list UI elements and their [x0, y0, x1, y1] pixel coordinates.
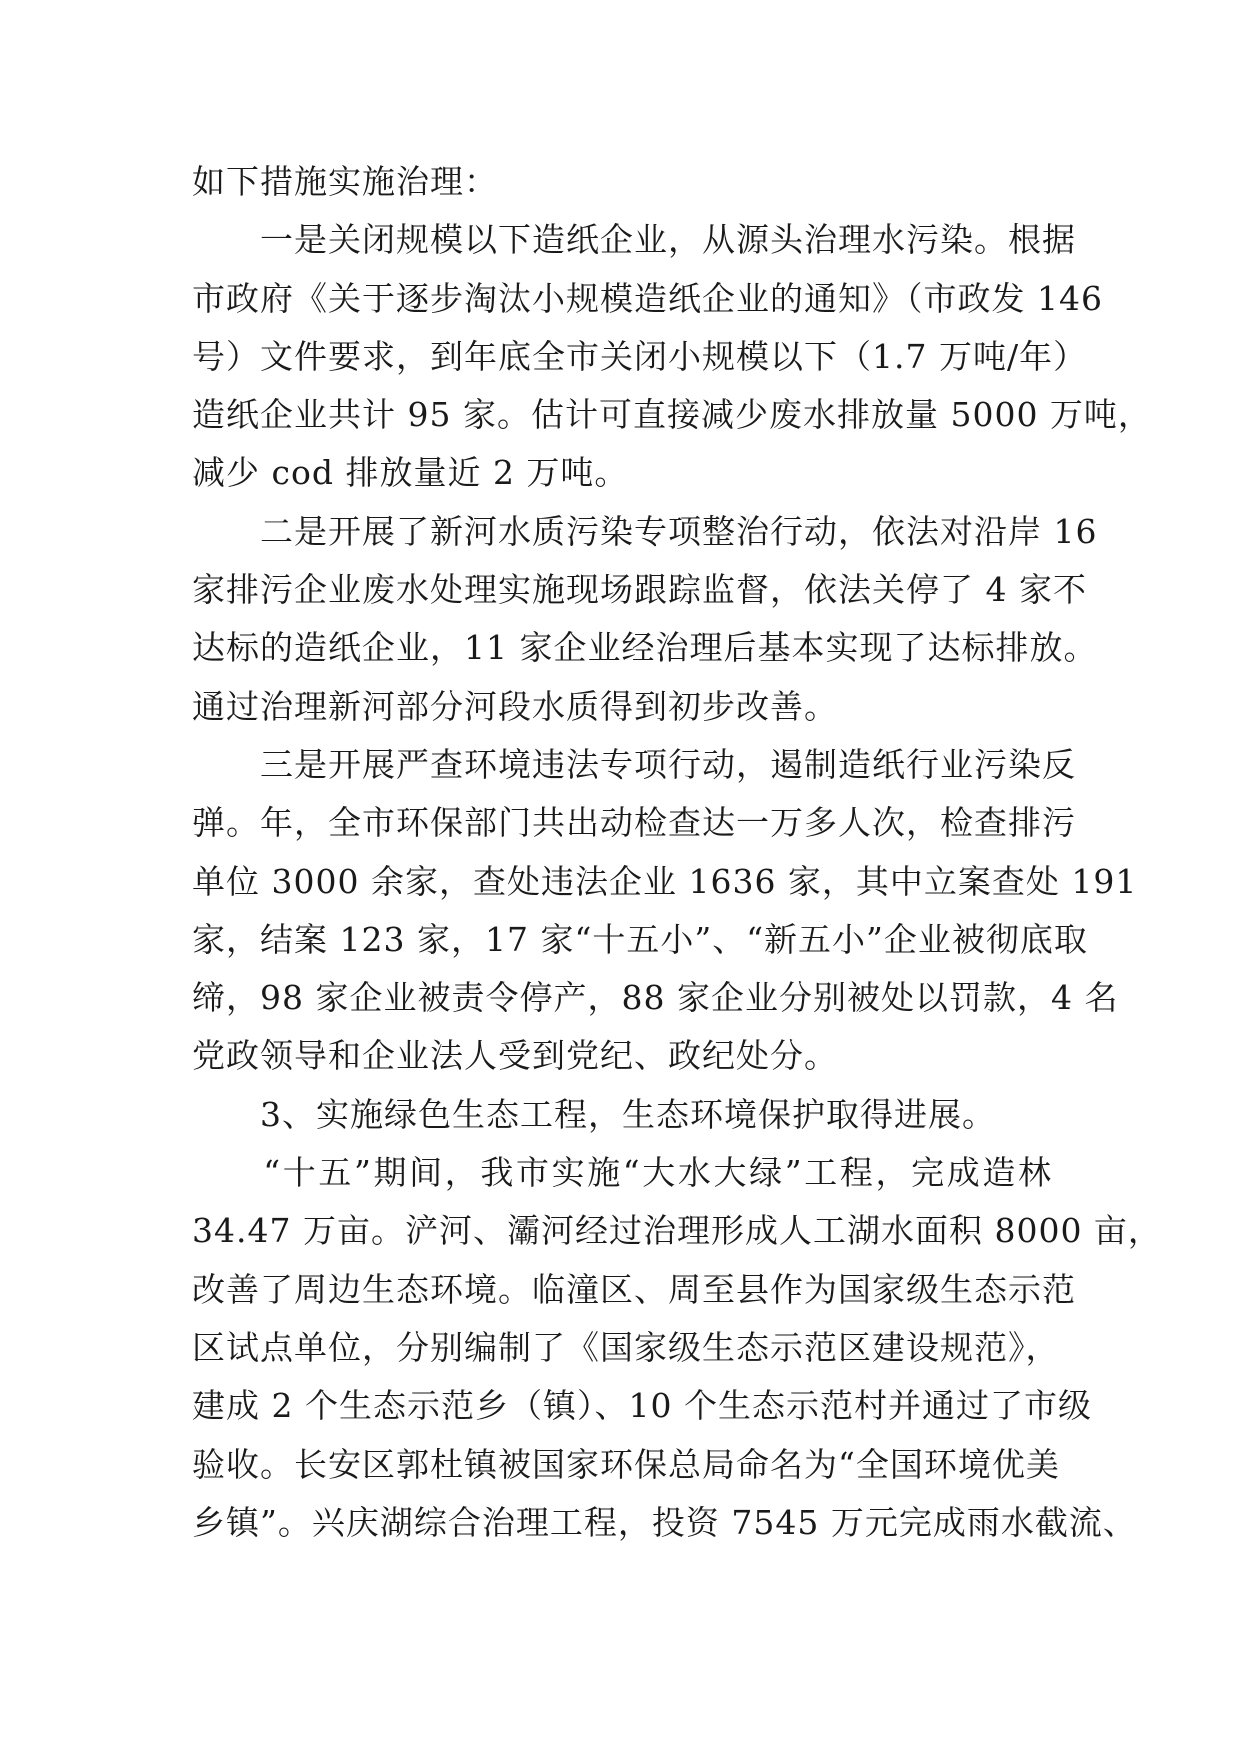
- text-line: 验收。长安区郭杜镇被国家环保总局命名为“全国环境优美: [192, 1444, 1060, 1484]
- text-line: 弹。年，全市环保部门共出动检查达一万多人次，检查排污: [192, 803, 1076, 843]
- document-page: [192, 153, 1162, 1552]
- text-line: 单位 3000 余家，查处违法企业 1636 家，其中立案查处 191: [192, 861, 1138, 901]
- text-line: 一是关闭规模以下造纸企业，从源头治理水污染。根据: [192, 220, 1076, 260]
- text-line: 家，结案 123 家，17 家“十五小”、“新五小”企业被彻底取: [192, 919, 1088, 959]
- text-line: 3、实施绿色生态工程，生态环境保护取得进展。: [192, 1094, 996, 1134]
- text-line: 缔，98 家企业被责令停产，88 家企业分别被处以罚款，4 名: [192, 978, 1119, 1018]
- text-line: 家排污企业废水处理实施现场跟踪监督，依法关停了 4 家不: [192, 570, 1087, 610]
- text-line: 区试点单位，分别编制了《国家级生态示范区建设规范》，: [192, 1327, 1060, 1367]
- text-line: 三是开展严查环境违法专项行动，遏制造纸行业污染反: [192, 744, 1076, 784]
- text-line: 党政领导和企业法人受到党纪、政纪处分。: [192, 1036, 838, 1076]
- text-line: 二是开展了新河水质污染专项整治行动，依法对沿岸 16: [192, 511, 1098, 551]
- text-line: 乡镇”。兴庆湖综合治理工程，投资 7545 万元完成雨水截流、: [192, 1502, 1137, 1542]
- text-line: 通过治理新河部分河段水质得到初步改善。: [192, 686, 838, 726]
- text-line: 改善了周边生态环境。临潼区、周至县作为国家级生态示范: [192, 1269, 1076, 1309]
- text-line: 达标的造纸企业，11 家企业经治理后基本实现了达标排放。: [192, 628, 1098, 668]
- text-line: 减少 cod 排放量近 2 万吨。: [192, 453, 629, 493]
- text-line: 34.47 万亩。浐河、灞河经过治理形成人工湖水面积 8000 亩，: [192, 1211, 1162, 1251]
- text-line: 市政府《关于逐步淘汰小规模造纸企业的通知》（市政发 146: [192, 278, 1103, 318]
- text-line: 建成 2 个生态示范乡（镇）、10 个生态示范村并通过了市级: [192, 1386, 1092, 1426]
- text-line: 如下措施实施治理：: [192, 162, 498, 201]
- text-line: 号）文件要求，到年底全市关闭小规模以下（1.7 万吨/年）: [192, 336, 1088, 376]
- text-line: 造纸企业共计 95 家。估计可直接减少废水排放量 5000 万吨，: [192, 395, 1152, 435]
- text-line: “十五”期间，我市实施“大水大绿”工程，完成造林: [192, 1153, 1052, 1193]
